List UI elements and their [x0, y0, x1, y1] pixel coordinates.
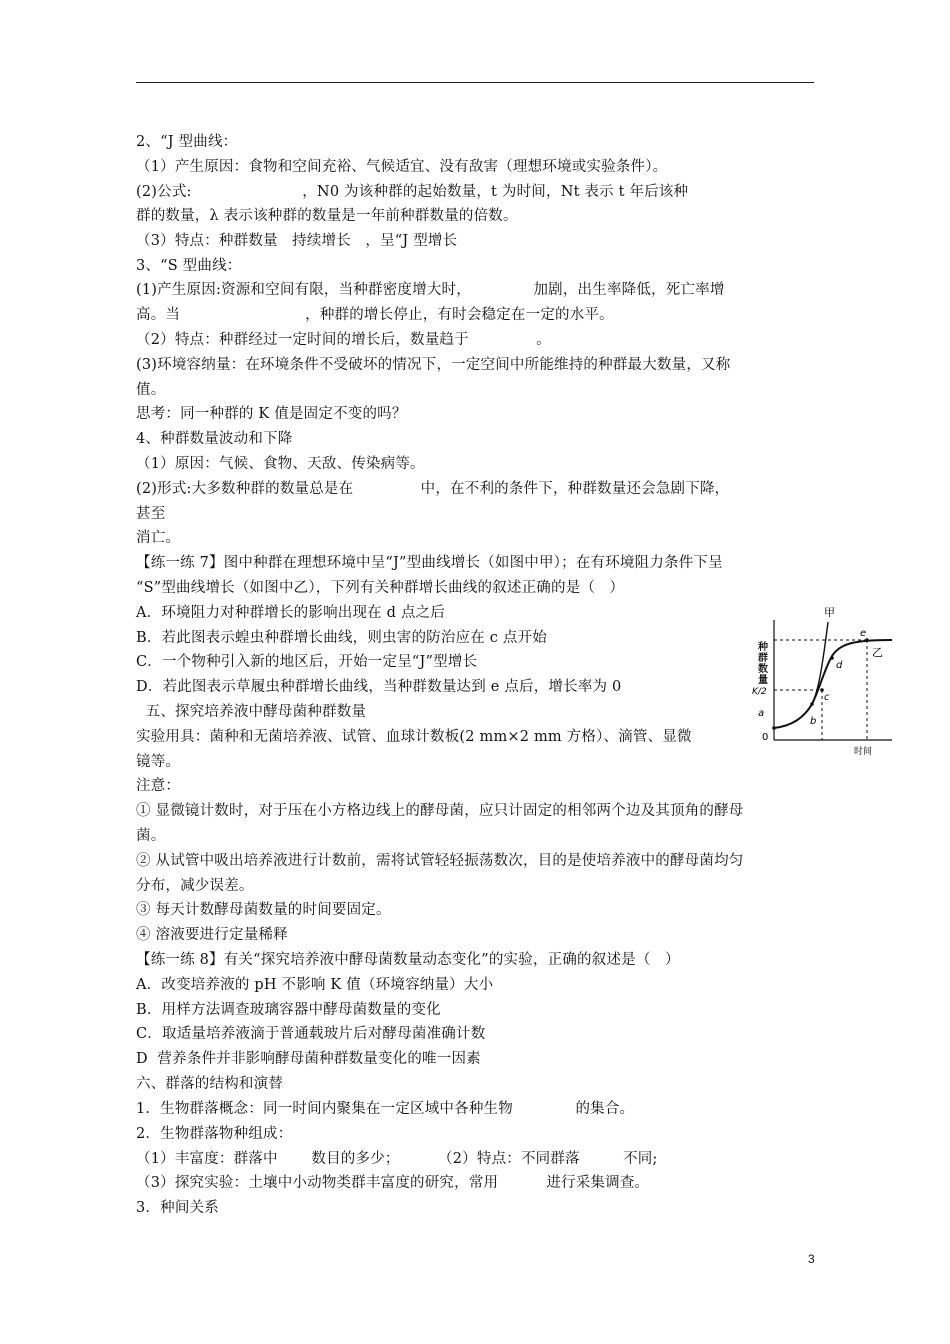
text-line: 群的数量，λ 表示该种群的数量是一年前种群数量的倍数。 [136, 208, 518, 224]
text-line: A．环境阻力对种群增长的影响出现在 d 点之后 [136, 605, 446, 621]
text-line: “S”型曲线增长（如图中乙），下列有关种群增长曲线的叙述正确的是（ ） [136, 580, 625, 596]
label-c: c [824, 692, 830, 703]
text-line: ② 从试管中吸出培养液进行计数前，需将试管轻轻振荡数次，目的是使培养液中的酵母菌均匀 [136, 853, 744, 869]
point-d [830, 656, 834, 660]
label-x-axis: 时间 [854, 747, 873, 757]
text-line: （3）探究实验：土壤中小动物类群丰富度的研究，常用 进行采集调查。 [136, 1175, 650, 1191]
header-rule [136, 82, 814, 83]
text-line: (1)产生原因:资源和空间有限，当种群密度增大时， 加剧，出生率降低，死亡率增 [136, 282, 725, 298]
label-e: e [860, 628, 867, 639]
text-line: B．若此图表示蝗虫种群增长曲线，则虫害的防治应在 c 点开始 [136, 630, 547, 646]
label-d: d [836, 660, 843, 671]
text-line: 消亡。 [136, 530, 181, 546]
text-line: 值。 [136, 382, 166, 398]
text-line: （2）特点：种群经过一定时间的增长后，数量趋于 。 [136, 332, 551, 348]
text-line: D 营养条件并非影响酵母菌种群数量变化的唯一因素 [136, 1051, 481, 1067]
text-line: 五、探究培养液中酵母菌种群数量 [136, 704, 367, 720]
text-line: 镜等。 [136, 754, 181, 770]
label-jia: 甲 [824, 606, 835, 619]
label-y-axis: 种群数量 [758, 642, 768, 686]
text-line: （3）特点：种群数量 持续增长 ，呈“J 型增长 [136, 233, 458, 249]
text-line: （1）产生原因：食物和空间充裕、气候适宜、没有敌害（理想环境或实验条件）。 [136, 159, 668, 175]
growth-curve-svg [752, 600, 902, 760]
text-line: ④ 溶液要进行定量稀释 [136, 927, 288, 943]
text-line: 甚至 [136, 506, 166, 522]
page-number: 3 [808, 1252, 815, 1266]
text-line: 六、群落的结构和演替 [136, 1076, 283, 1092]
text-line: C．取适量培养液滴于普通载玻片后对酵母菌准确计数 [136, 1026, 486, 1042]
text-line: (2)公式: ，N0 为该种群的起始数量，t 为时间，Nt 表示 t 年后该种 [136, 184, 689, 200]
text-line: (3)环境容纳量：在环境条件不受破坏的情况下，一定空间中所能维持的种群最大数量，又称 [136, 357, 731, 373]
text-line: 【练一练 7】图中种群在理想环境中呈“J”型曲线增长（如图中甲）；在有环境阻力条件下呈 [136, 555, 723, 571]
text-line: 注意： [136, 778, 181, 794]
text-line: D．若此图表示草履虫种群增长曲线，当种群数量达到 e 点后，增长率为 0 [136, 679, 622, 695]
point-a [772, 726, 776, 730]
text-line: 【练一练 8】有关“探究培养液中酵母菌数量动态变化”的实验，正确的叙述是（ ） [136, 952, 680, 968]
point-b [810, 702, 814, 706]
text-line: 实验用具：菌种和无菌培养液、试管、血球计数板(2 mm×2 mm 方格）、滴管、显微 [136, 729, 692, 745]
text-line: A．改变培养液的 pH 不影响 K 值（环境容纳量）大小 [136, 977, 494, 993]
label-b: b [810, 716, 817, 727]
text-line: 3．种间关系 [136, 1200, 219, 1216]
text-line: 3、“S 型曲线： [136, 258, 242, 274]
text-line: 1．生物群落概念：同一时间内聚集在一定区域中各种生物 的集合。 [136, 1101, 635, 1117]
label-yi: 乙 [872, 646, 883, 659]
text-line: 2．生物群落物种组成： [136, 1126, 293, 1142]
label-origin: 0 [762, 732, 769, 743]
text-line: ① 显微镜计数时，对于压在小方格边线上的酵母菌，应只计固定的相邻两个边及其顶角的酵母 [136, 803, 744, 819]
text-line: 高。当 ，种群的增长停止，有时会稳定在一定的水平。 [136, 307, 614, 323]
text-line: 分布，减少误差。 [136, 878, 254, 894]
text-line: 思考：同一种群的 K 值是固定不变的吗？ [136, 406, 407, 422]
text-line: （1）丰富度：群落中 数目的多少； （2）特点：不同群落 不同; [136, 1151, 658, 1167]
text-line: ③ 每天计数酵母菌数量的时间要固定。 [136, 902, 391, 918]
text-line: （1）原因：气候、食物、天敌、传染病等。 [136, 456, 425, 472]
text-line: 2、“J 型曲线： [136, 134, 238, 150]
text-line: 4、种群数量波动和下降 [136, 431, 293, 447]
text-line: 菌。 [136, 828, 166, 844]
population-growth-figure [752, 600, 902, 760]
text-line: C．一个物种引入新的地区后，开始一定呈“J”型增长 [136, 654, 478, 670]
label-k-half: K/2 [752, 687, 767, 697]
j-curve [774, 622, 828, 728]
text-line: B．用样方法调查玻璃容器中酵母菌数量的变化 [136, 1002, 441, 1018]
label-a: a [758, 708, 765, 719]
text-line: (2)形式:大多数种群的数量总是在 中，在不利的条件下，种群数量还会急剧下降， [136, 481, 730, 497]
